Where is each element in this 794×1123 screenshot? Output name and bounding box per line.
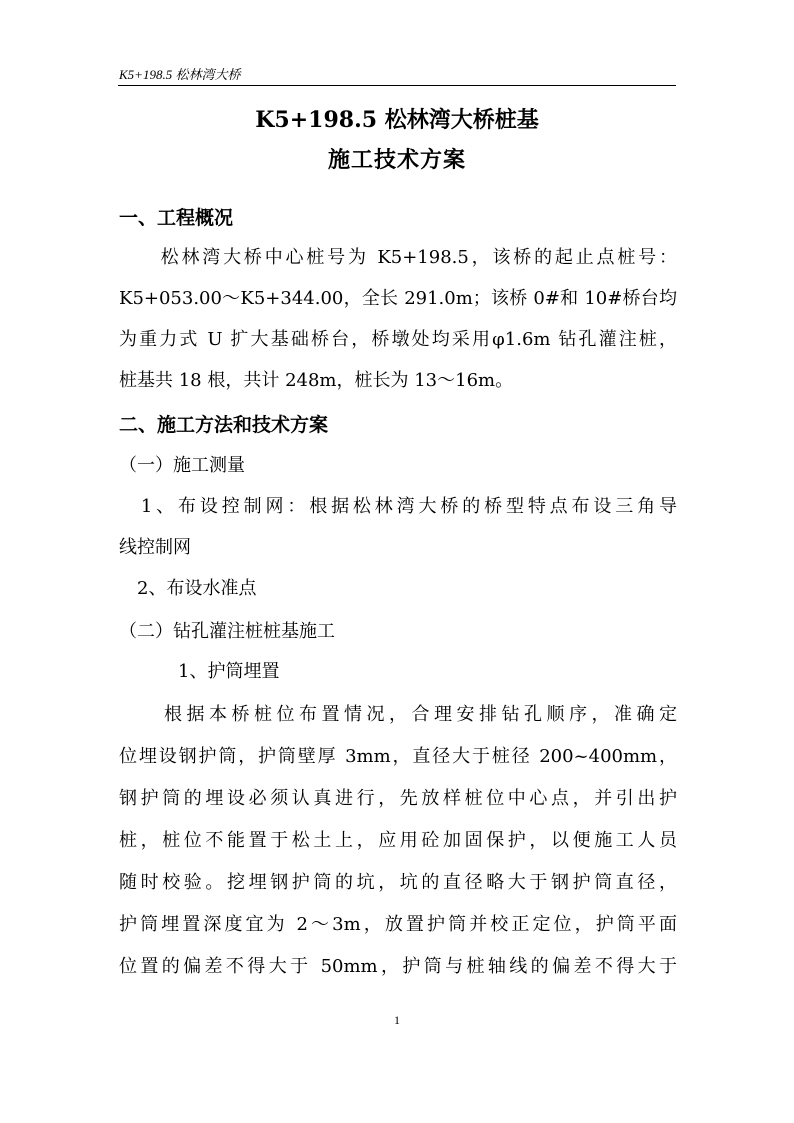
section-heading-methods: 二、施工方法和技术方案 bbox=[119, 414, 329, 436]
subsection-heading: （二）钻孔灌注桩桩基施工 bbox=[119, 621, 335, 642]
list-item: 2、布设水准点 bbox=[119, 578, 257, 599]
paragraph-line: 松林湾大桥中心桩号为 K5+198.5，该桥的起止点桩号： bbox=[119, 247, 677, 268]
paragraph-line: 位埋设钢护筒，护筒壁厚 3mm，直径大于桩径 200~400mm， bbox=[119, 746, 677, 767]
section-heading-overview: 一、工程概况 bbox=[119, 207, 234, 229]
list-item-line: 1、布设控制网：根据松林湾大桥的桥型特点布设三角导 bbox=[119, 496, 677, 517]
document-title: K5+198.5 松林湾大桥桩基 bbox=[255, 107, 539, 133]
paragraph-line: 桩基共 18 根，共计 248m，桩长为 13～16m。 bbox=[119, 370, 514, 391]
paragraph-line: 护筒埋置深度宜为 2～3m，放置护筒并校正定位，护筒平面 bbox=[119, 914, 677, 935]
list-item-line: 线控制网 bbox=[119, 537, 191, 558]
paragraph-line: K5+053.00～K5+344.00，全长 291.0m；该桥 0#和 10#桥台均 bbox=[119, 288, 677, 309]
page-number: 1 bbox=[394, 1013, 400, 1027]
paragraph-line: 随时校验。挖埋钢护筒的坑，坑的直径略大于钢护筒直径， bbox=[119, 872, 677, 893]
paragraph-line: 为重力式 U 扩大基础桥台，桥墩处均采用φ1.6m 钻孔灌注桩， bbox=[119, 329, 677, 350]
running-header: K5+198.5 松林湾大桥 bbox=[119, 67, 241, 82]
subsection-heading: （一）施工测量 bbox=[119, 455, 245, 476]
header-rule bbox=[118, 85, 676, 86]
sub-item-heading: 1、护筒埋置 bbox=[178, 661, 280, 682]
document-subtitle: 施工技术方案 bbox=[327, 147, 466, 173]
paragraph-line: 桩，桩位不能置于松土上，应用砼加固保护，以便施工人员 bbox=[119, 830, 677, 851]
paragraph-line: 位置的偏差不得大于 50mm，护筒与桩轴线的偏差不得大于 bbox=[119, 956, 677, 977]
paragraph-line: 钢护筒的埋设必须认真进行，先放样桩位中心点，并引出护 bbox=[119, 788, 677, 809]
paragraph-line: 根据本桥桩位布置情况，合理安排钻孔顺序，准确定 bbox=[119, 704, 677, 725]
